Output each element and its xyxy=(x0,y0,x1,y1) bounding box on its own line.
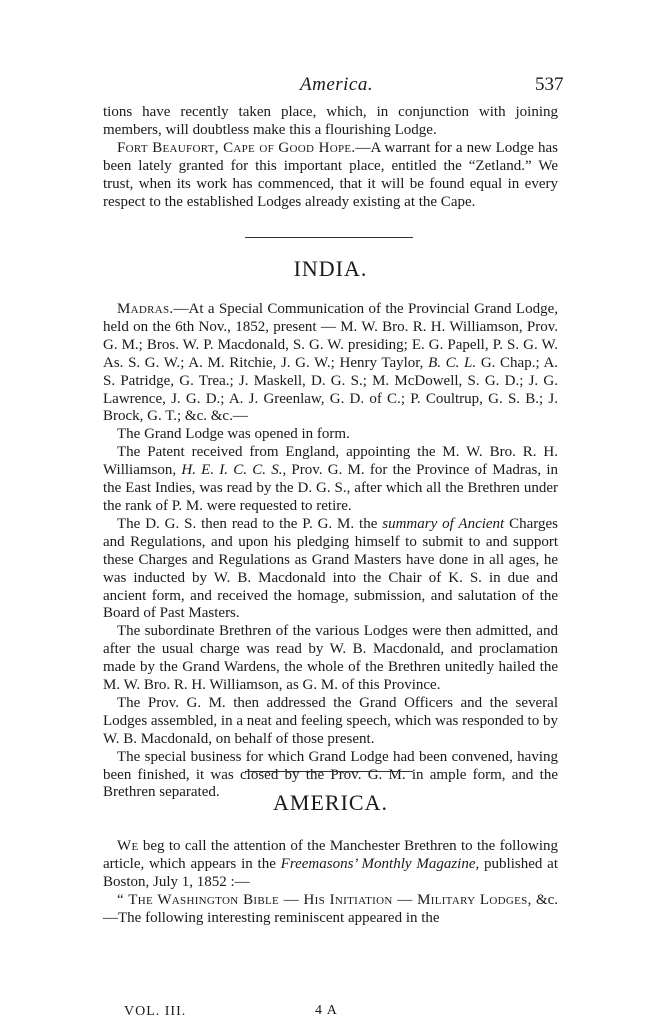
paragraph: The Grand Lodge was opened in form. xyxy=(117,426,350,443)
section-divider xyxy=(245,771,413,772)
paragraph: “ The Washington Bible — His Initiation — Military Lodges, &c.—The following interesting reminiscent appeared in the xyxy=(103,891,559,926)
heading-india: INDIA. xyxy=(293,256,368,281)
paragraph: We beg to call the attention of the Manchester Brethren to the following article, which appears in the Freemasons’ Monthly Magazine, published at Boston, July 1, 1852 :— xyxy=(103,838,558,890)
paragraph: The Patent received from England, appointing the M. W. Bro. R. H. Williamson, H. E. I. C. C. S., Prov. G. M. for the Province of Madras, in the East Indies, was read by the D. G. S., after which all the Brethren under the rank of P. M. were requested to retire. xyxy=(103,444,558,514)
paragraph: The subordinate Brethren of the various Lodges were then admitted, and after the usual charge was read by W. B. Macdonald, and proclamation made by the Grand Wardens, the whole of the Brethren unitedly hailed the M. W. Bro. R. H. Williamson, as G. M. of this Province. xyxy=(103,623,558,694)
section-india xyxy=(103,301,558,802)
page-number: 537 xyxy=(535,74,564,95)
signature-mark: 4 A xyxy=(315,1003,338,1018)
paragraph: The special business for which Grand Lodge had been convened, having been finished, it was closed by the Prov. G. M. in ample form, and the Brethren separated. xyxy=(103,748,558,801)
section-america xyxy=(103,838,558,928)
paragraph-text: —A warrant for a new Lodge has been lately granted for this important place, entitled the “Zetland.” We trust, when its work has commenced, that it will be found equal in every respect to the established Lodges already existing at the Cape. xyxy=(103,139,558,210)
paragraph: The Prov. G. M. then addressed the Grand Officers and the several Lodges assembled, in a neat and feeling speech, which was responded to by W. B. Macdonald, on behalf of those present. xyxy=(103,694,558,747)
paragraph-lead: We xyxy=(117,838,139,854)
paragraph xyxy=(103,140,558,212)
section-continuation xyxy=(103,104,558,211)
paragraph: The D. G. S. then read to the P. G. M. the summary of Ancient Charges and Regulations, and upon his pledging himself to submit to and support these Charges and Regulations as Grand Masters have done in all ages, he was inducted by W. B. Macdonald into the Chair of K. S. in due and ancient form, and received the homage, submission, and salutation of the Board of Past Masters. xyxy=(103,515,559,622)
paragraph-lead: Madras. xyxy=(117,301,174,317)
heading-america: AMERICA. xyxy=(273,790,388,815)
volume-footer: VOL. III. xyxy=(124,1004,187,1019)
paragraph: Madras.—At a Special Communication of the Provincial Grand Lodge, held on the 6th Nov., 1852, present — M. W. Bro. R. H. Williamson, Prov. G. M.; Bros. W. P. Macdonald, S. G. W. presiding; E. G. Papell, P. S. G. W. As. S. G. W.; A. M. Ritchie, J. G. W.; Henry Taylor, B. C. L. G. Chap.; A. S. Patridge, G. Trea.; J. Maskell, D. G. S.; M. McDowell, S. G. D.; J. G. Lawrence, J. G. D.; A. J. Greenlaw, G. D. of C.; P. Coultrup, G. S. B.; J. Brock, G. T.; &c. &c.— xyxy=(103,301,559,425)
section-divider xyxy=(245,237,413,238)
paragraph: tions have recently taken place, which, in conjunction with joining members, will doubtless make this a flourishing Lodge. xyxy=(103,104,558,138)
paragraph-lead: Fort Beaufort, Cape of Good Hope. xyxy=(117,139,356,156)
running-title: America. xyxy=(300,74,374,95)
